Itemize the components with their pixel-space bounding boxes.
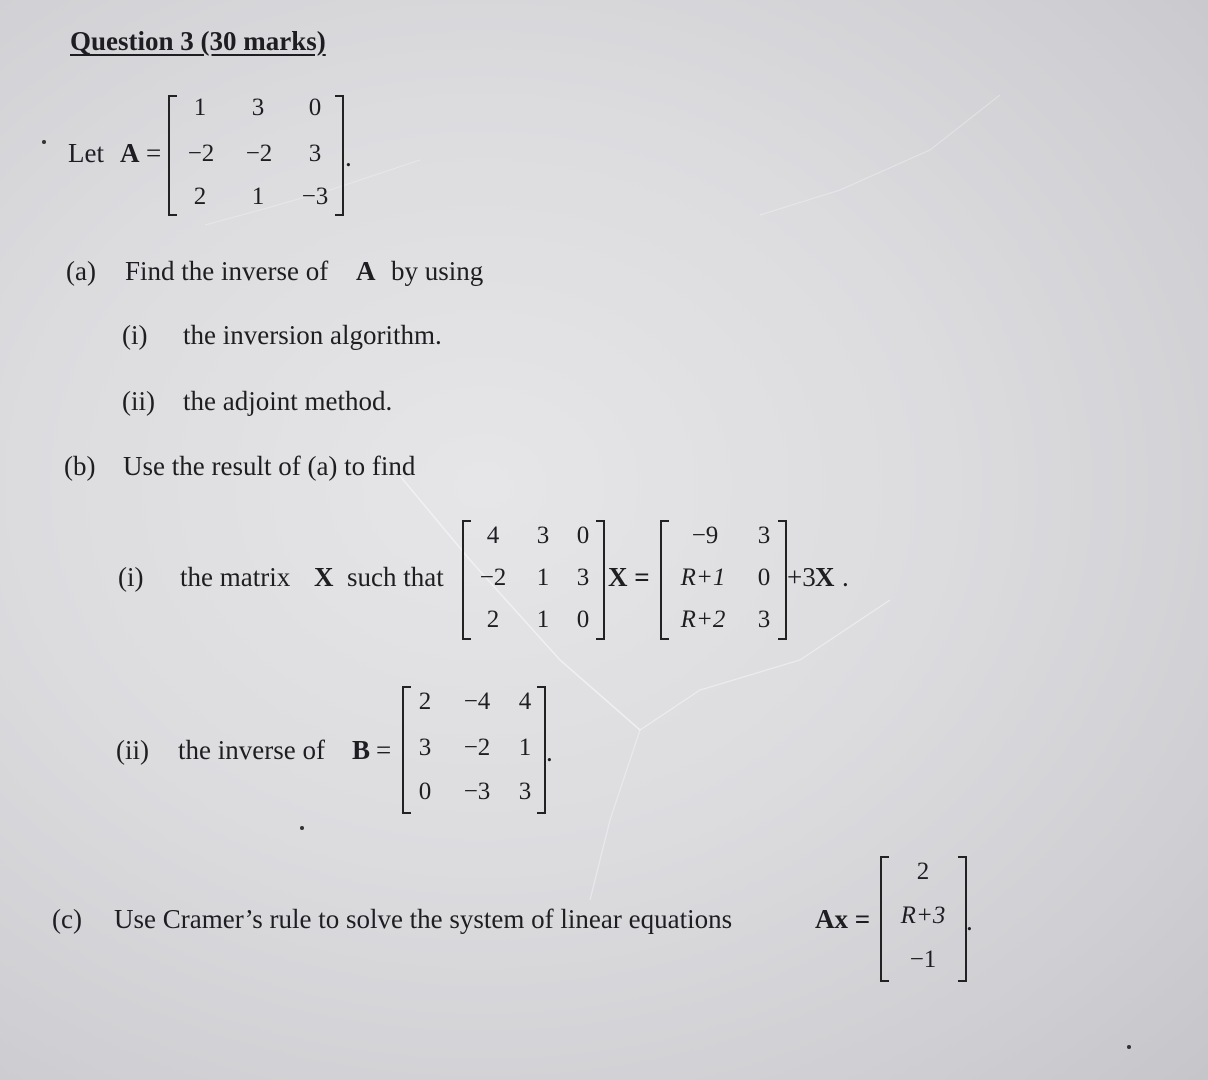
matrix-b-cell: 4 <box>518 688 532 715</box>
bracket-left <box>880 856 889 982</box>
matrix-a-cell: −2 <box>187 140 215 167</box>
period: . <box>966 906 973 936</box>
part-a-text-after: by using <box>391 256 484 286</box>
matrix-left-cell: 3 <box>536 522 550 549</box>
part-b-i-text: the matrix <box>180 562 291 592</box>
matrix-left-cell: 3 <box>576 564 590 591</box>
period: . <box>842 562 849 592</box>
part-a-label: (a) <box>66 256 96 286</box>
matrix-left-cell: 2 <box>486 606 500 633</box>
matrix-left-cell: 0 <box>576 606 590 633</box>
matrix-a-cell: 3 <box>308 140 322 167</box>
part-a-i-text: the inversion algorithm. <box>183 320 442 350</box>
stray-dot <box>1127 1045 1131 1049</box>
matrix-left-cell: 4 <box>486 522 500 549</box>
matrix-a-cell: 3 <box>251 94 265 121</box>
matrix-b-cell: 3 <box>518 778 532 805</box>
matrix-a-cell: 0 <box>308 94 322 121</box>
x-equals: X = <box>608 562 650 592</box>
bracket-left <box>402 686 411 814</box>
part-a-i-label: (i) <box>122 320 148 350</box>
ax-equals: Ax = <box>815 904 871 934</box>
matrix-right-cell: −9 <box>691 522 719 549</box>
plus-three: +3 <box>787 562 816 592</box>
matrix-left-cell: 1 <box>536 606 550 633</box>
matrix-b-cell: −2 <box>463 734 491 761</box>
stray-dot <box>42 140 46 144</box>
matrix-a-symbol: A <box>120 138 140 168</box>
matrix-b-cell: 0 <box>418 778 432 805</box>
matrix-b-cell: 1 <box>518 734 532 761</box>
part-b-text: Use the result of (a) to find <box>123 451 416 481</box>
part-a-ii-text: the adjoint method. <box>183 386 393 416</box>
bracket-right <box>335 95 344 216</box>
matrix-b-symbol: B <box>352 735 371 765</box>
matrix-b-cell: 2 <box>418 688 432 715</box>
let-label: Let <box>68 138 104 168</box>
matrix-left-cell: 1 <box>536 564 550 591</box>
part-a-symbol: A <box>356 256 376 286</box>
part-c-label: (c) <box>52 904 82 934</box>
part-b-ii-text: the inverse of <box>178 735 325 765</box>
matrix-a-cell: 1 <box>193 94 207 121</box>
period: . <box>546 737 553 767</box>
matrix-right-cell: 3 <box>757 606 771 633</box>
period: . <box>345 142 352 172</box>
tail-x-symbol: X <box>815 562 835 592</box>
part-b-label: (b) <box>64 451 96 481</box>
bracket-right <box>778 520 787 640</box>
matrix-left-cell: −2 <box>479 564 507 591</box>
bracket-left <box>168 95 177 216</box>
bracket-right <box>537 686 546 814</box>
matrix-a-cell: −3 <box>301 183 329 210</box>
vector-cell: 2 <box>916 858 930 885</box>
vector-cell: R+3 <box>900 902 946 929</box>
vector-cell: −1 <box>909 946 937 973</box>
matrix-right-cell: R+1 <box>680 564 726 591</box>
matrix-a-cell: 2 <box>193 183 207 210</box>
matrix-a-cell: 1 <box>251 183 265 210</box>
matrix-b-cell: 3 <box>418 734 432 761</box>
matrix-right-cell: 3 <box>757 522 771 549</box>
equals-sign: = <box>146 138 162 168</box>
question-title: Question 3 (30 marks) <box>70 26 326 56</box>
matrix-b-cell: −4 <box>463 688 491 715</box>
stray-dot <box>300 826 304 830</box>
part-a-ii-label: (ii) <box>122 386 155 416</box>
bracket-left <box>660 520 669 640</box>
part-b-i-text-after: such that <box>347 562 444 592</box>
matrix-right-cell: R+2 <box>680 606 726 633</box>
part-c-text: Use Cramer’s rule to solve the system of linear equations <box>114 904 733 934</box>
part-b-i-label: (i) <box>118 562 144 592</box>
part-a-text: Find the inverse of <box>125 256 329 286</box>
bracket-left <box>462 520 471 640</box>
equals-sign: = <box>376 735 392 765</box>
part-b-ii-label: (ii) <box>116 735 149 765</box>
matrix-a-cell: −2 <box>245 140 273 167</box>
matrix-left-cell: 0 <box>576 522 590 549</box>
matrix-b-cell: −3 <box>463 778 491 805</box>
part-b-i-symbol: X <box>314 562 334 592</box>
matrix-right-cell: 0 <box>757 564 771 591</box>
